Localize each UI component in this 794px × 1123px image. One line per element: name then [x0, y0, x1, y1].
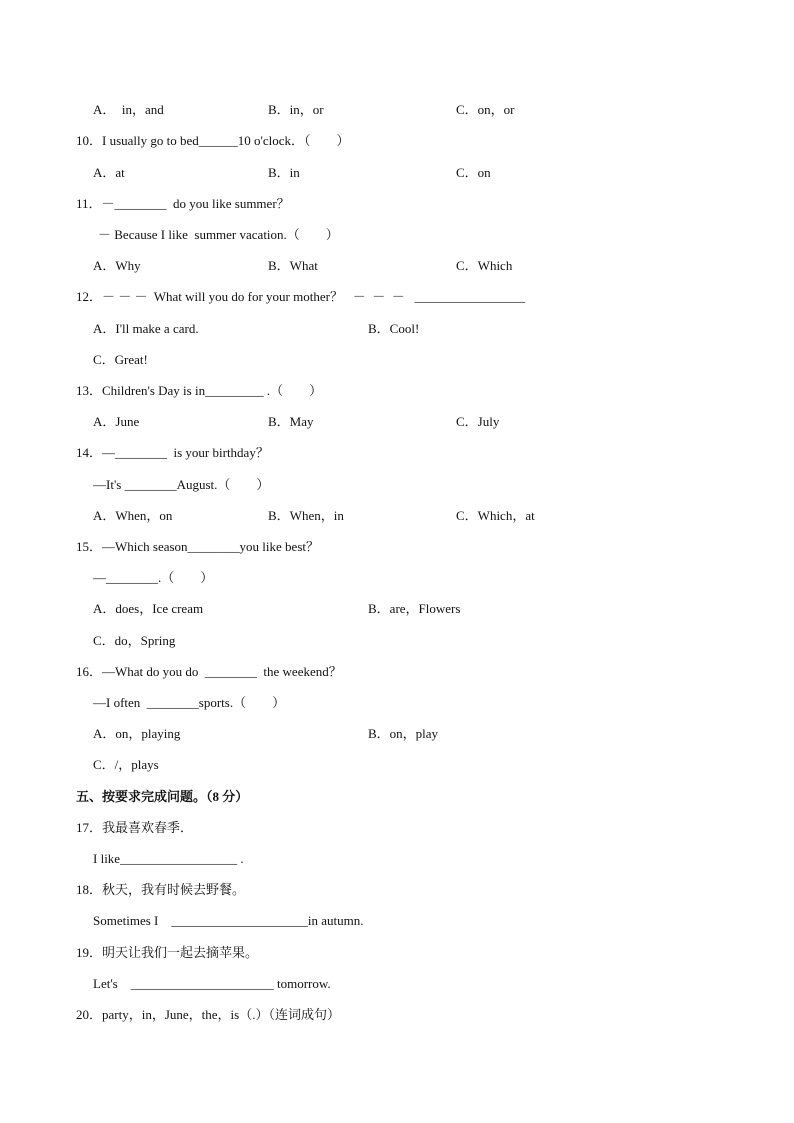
- q12-option-a: A．I'll make a card.: [93, 321, 199, 336]
- q15-line2: —________.（ ）: [93, 570, 214, 585]
- q15-line1: 15．—Which season________you like best？: [76, 539, 319, 554]
- q19-chinese: 19．明天让我们一起去摘苹果。: [76, 945, 259, 960]
- q12-option-b: B．Cool!: [368, 321, 420, 336]
- q16-line2: —I often ________sports.（ ）: [93, 695, 286, 710]
- q10-option-a: A．at: [93, 165, 125, 180]
- q13-stem: 13．Children's Day is in_________ .（ ）: [76, 383, 323, 398]
- q18-answer-line: Sometimes I _____________________in autumn.: [93, 913, 364, 928]
- q11-option-c: C．Which: [456, 258, 513, 273]
- q16-option-b: B．on，play: [368, 726, 439, 741]
- q9-option-a: A． in，and: [93, 102, 164, 117]
- q17-chinese: 17．我最喜欢春季．: [76, 820, 194, 835]
- q15-option-b: B．are，Flowers: [368, 601, 461, 616]
- q16-option-c: C．/，plays: [93, 757, 159, 772]
- q14-option-a: A．When，on: [93, 508, 173, 523]
- q15-option-a: A．does，Ice cream: [93, 601, 204, 616]
- q10-stem: 10．I usually go to bed______10 o'clock．（ ）: [76, 133, 350, 148]
- q14-option-c: C．Which，at: [456, 508, 535, 523]
- q20-stem: 20．party，in，June，the，is（.）（连词成句）: [76, 1007, 340, 1022]
- q9-option-b: B．in，or: [268, 102, 324, 117]
- q14-option-b: B．When，in: [268, 508, 344, 523]
- q9-option-c: C．on，or: [456, 102, 515, 117]
- q16-line1: 16．—What do you do ________ the weekend？: [76, 664, 342, 679]
- q14-line2: —It's ________August.（ ）: [93, 477, 270, 492]
- q12-option-c: C．Great!: [93, 352, 148, 367]
- q13-option-c: C．July: [456, 414, 500, 429]
- q15-option-c: C．do，Spring: [93, 633, 176, 648]
- q17-answer-line: I like__________________ .: [93, 851, 244, 866]
- q11-line2: － Because I like summer vacation.（ ）: [98, 227, 339, 242]
- q16-option-a: A．on，playing: [93, 726, 181, 741]
- q18-chinese: 18．秋天，我有时候去野餐。: [76, 882, 246, 897]
- q14-line1: 14．—________ is your birthday？: [76, 445, 269, 460]
- section-5-heading: 五、按要求完成问题。（8 分）: [76, 789, 249, 804]
- q13-option-b: B．May: [268, 414, 314, 429]
- q11-option-a: A．Why: [93, 258, 141, 273]
- q12-stem: 12．－ － － What will you do for your mother？ － － － _________________: [76, 289, 525, 304]
- q13-option-a: A．June: [93, 414, 140, 429]
- q10-option-c: C．on: [456, 165, 491, 180]
- q11-option-b: B．What: [268, 258, 318, 273]
- q10-option-b: B．in: [268, 165, 300, 180]
- q19-answer-line: Let's ______________________ tomorrow.: [93, 976, 331, 991]
- q11-line1: 11．－________ do you like summer？: [76, 196, 290, 211]
